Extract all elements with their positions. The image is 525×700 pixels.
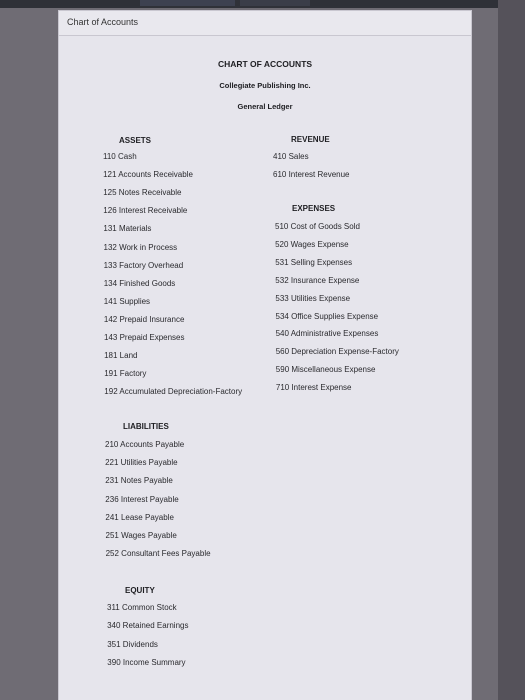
assets-account-item: 191 Factory xyxy=(104,369,147,379)
window-edge xyxy=(498,0,525,700)
revenue-account-item: 410 Sales xyxy=(273,152,309,161)
equity-heading: EQUITY xyxy=(125,586,155,595)
assets-account-item: 131 Materials xyxy=(103,224,152,234)
liabilities-account-item: 210 Accounts Payable xyxy=(105,440,185,449)
top-toolbar xyxy=(0,0,525,8)
equity-account-item: 340 Retained Earnings xyxy=(107,621,189,631)
expenses-account-item: 532 Insurance Expense xyxy=(275,275,360,285)
assets-account-item: 141 Supplies xyxy=(103,296,151,306)
expenses-account-item: 533 Utilities Expense xyxy=(275,293,351,303)
toolbar-button[interactable] xyxy=(140,0,235,6)
doc-title: CHART OF ACCOUNTS xyxy=(217,59,313,69)
equity-account-item: 390 Income Summary xyxy=(107,657,186,667)
tab-title[interactable]: Chart of Accounts xyxy=(67,17,139,27)
assets-account-item: 192 Accumulated Depreciation-Factory xyxy=(104,387,243,397)
toolbar-button-secondary[interactable] xyxy=(240,0,310,6)
assets-account-item: 142 Prepaid Insurance xyxy=(103,314,185,324)
expenses-account-item: 520 Wages Expense xyxy=(275,239,349,249)
expenses-account-item: 590 Miscellaneous Expense xyxy=(275,365,376,375)
expenses-account-item: 531 Selling Expenses xyxy=(275,257,353,267)
assets-account-item: 143 Prepaid Expenses xyxy=(104,333,185,342)
liabilities-account-item: 241 Lease Payable xyxy=(105,512,174,522)
assets-account-item: 133 Factory Overhead xyxy=(103,260,184,270)
assets-account-item: 181 Land xyxy=(104,351,138,361)
ledger-label: General Ledger xyxy=(237,102,293,111)
liabilities-heading: LIABILITIES xyxy=(123,422,169,431)
document-sheet xyxy=(58,36,472,700)
expenses-account-item: 560 Depreciation Expense-Factory xyxy=(275,347,399,357)
liabilities-account-item: 221 Utilities Payable xyxy=(105,458,178,468)
assets-account-item: 132 Work in Process xyxy=(103,242,178,252)
expenses-account-item: 710 Interest Expense xyxy=(275,383,352,393)
equity-account-item: 311 Common Stock xyxy=(107,603,177,612)
expenses-account-item: 510 Cost of Goods Sold xyxy=(275,222,360,231)
liabilities-account-item: 252 Consultant Fees Payable xyxy=(105,549,211,559)
equity-account-item: 351 Dividends xyxy=(107,639,158,649)
assets-account-item: 126 Interest Receivable xyxy=(103,206,188,216)
revenue-heading: REVENUE xyxy=(291,135,330,144)
liabilities-account-item: 236 Interest Payable xyxy=(105,494,179,504)
expenses-heading: EXPENSES xyxy=(292,204,336,213)
liabilities-account-item: 231 Notes Payable xyxy=(105,476,173,486)
company-name: Collegiate Publishing Inc. xyxy=(219,81,311,90)
assets-account-item: 125 Notes Receivable xyxy=(103,188,182,198)
liabilities-account-item: 251 Wages Payable xyxy=(105,531,177,540)
revenue-account-item: 610 Interest Revenue xyxy=(273,170,350,179)
tab-header xyxy=(58,10,472,36)
assets-account-item: 121 Accounts Receivable xyxy=(103,170,193,180)
assets-heading: ASSETS xyxy=(119,136,152,145)
expenses-account-item: 534 Office Supplies Expense xyxy=(275,311,379,321)
assets-account-item: 134 Finished Goods xyxy=(103,278,176,288)
assets-account-item: 110 Cash xyxy=(103,152,137,161)
expenses-account-item: 540 Administrative Expenses xyxy=(275,329,379,339)
